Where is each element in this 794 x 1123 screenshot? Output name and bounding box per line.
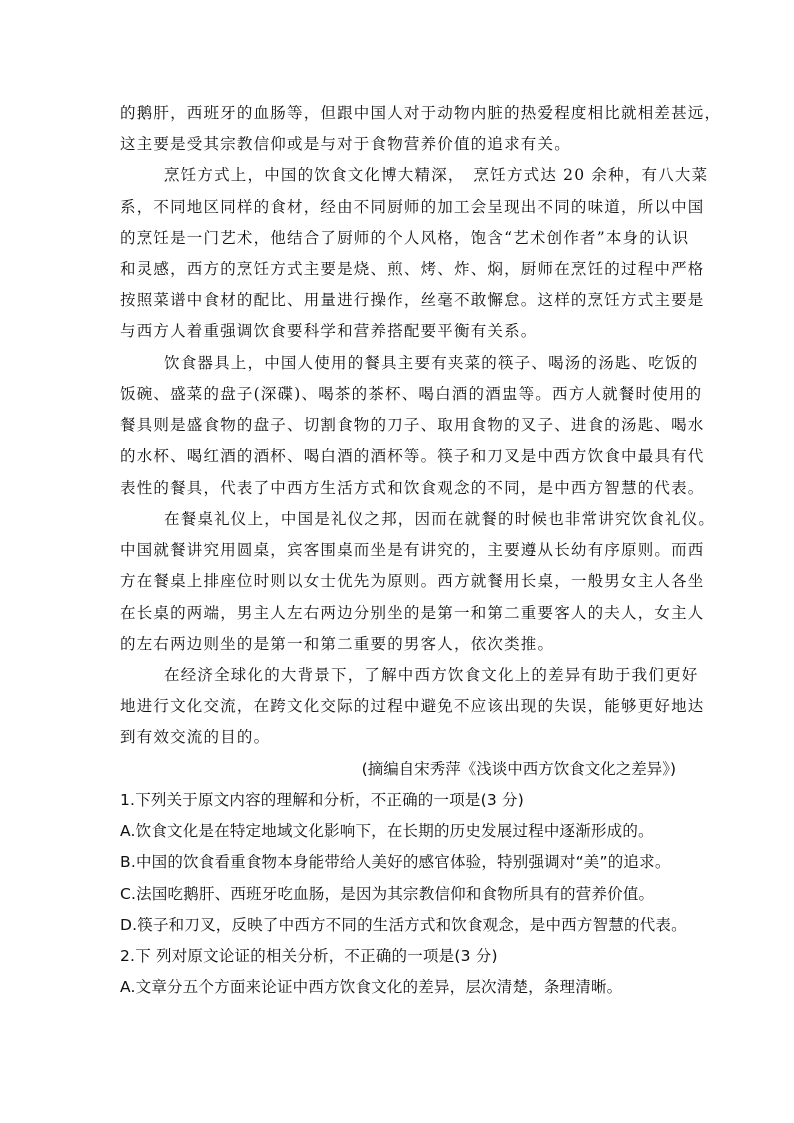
question-2-stem: 2.下 列对原文论证的相关分析，不正确的一项是(3 分): [120, 947, 498, 965]
article-line: 饮食器具上，中国人使用的餐具主要有夹菜的筷子、喝汤的汤匙、吃饭的: [164, 354, 699, 372]
article-line: 与西方人着重强调饮食要科学和营养搭配要平衡有关系。: [120, 322, 538, 340]
article-line: 方在餐桌上排座位时则以女士优先为原则。西方就餐用长桌，一般男女主人各坐: [120, 572, 705, 590]
article-line: 系，不同地区同样的食材，经由不同厨师的加工会呈现出不同的味道，所以中国: [120, 198, 705, 216]
question-1-option-b: B.中国的饮食看重食物本身能带给人美好的感官体验，特别强调对“美”的追求。: [120, 853, 671, 871]
article-line: 按照菜谱中食材的配比、用量进行操作，丝毫不敢懈怠。这样的烹饪方式主要是: [120, 291, 705, 309]
article-line: 中国就餐讲究用圆桌，宾客围桌而坐是有讲究的，主要遵从长幼有序原则。而西: [120, 541, 705, 559]
article-line: 表性的餐具，代表了中西方生活方式和饮食观念的不同，是中西方智慧的代表。: [120, 479, 705, 497]
article-line: 在经济全球化的大背景下，了解中西方饮食文化上的差异有助于我们更好: [164, 666, 699, 684]
article-line: 的烹饪是一门艺术，他结合了厨师的个人风格，饱含“艺术创作者”本身的认识: [120, 229, 690, 247]
article-line: 的左右两边则坐的是第一和第二重要的男客人，依次类推。: [120, 635, 555, 653]
question-1-option-d: D.筷子和刀叉，反映了中西方不同的生活方式和饮食观念，是中西方智慧的代表。: [120, 916, 687, 934]
question-2-option-a: A.文章分五个方面来论证中西方饮食文化的差异，层次清楚，条理清晰。: [120, 978, 623, 996]
article-line: 在餐桌礼仪上，中国是礼仪之邦，因而在就餐的时候也非常讲究饮食礼仪。: [164, 510, 716, 528]
source-citation: (摘编自宋秀萍《浅谈中西方饮食文化之差异》): [361, 760, 676, 778]
article-line: 和灵感，西方的烹饪方式主要是烧、煎、烤、炸、焖，厨师在烹饪的过程中严格: [120, 260, 705, 278]
article-line: 的水杯、喝红酒的酒杯、喝白酒的酒杯等。筷子和刀叉是中西方饮食中最具有代: [120, 447, 705, 465]
article-line: 地进行文化交流，在跨文化交际的过程中避免不应该出现的失误，能够更好地达: [120, 697, 705, 715]
article-line: 饭碗、盛菜的盘子(深碟)、喝茶的茶杯、喝白酒的酒盅等。西方人就餐时使用的: [120, 385, 703, 403]
article-line: 的鹅肝，西班牙的血肠等，但跟中国人对于动物内脏的热爱程度相比就相差甚远，: [120, 104, 722, 122]
article-line: 在长桌的两端，男主人左右两边分别坐的是第一和第二重要客人的夫人，女主人: [120, 604, 705, 622]
article-line: 烹饪方式上，中国的饮食文化博大精深， 烹饪方式达 20 余种，有八大菜: [164, 166, 709, 184]
article-line: 这主要是受其宗教信仰或是与对于食物营养价值的追求有关。: [120, 135, 571, 153]
question-1-option-c: C.法国吃鹅肝、西班牙吃血肠，是因为其宗教信仰和食物所具有的营养价值。: [120, 885, 655, 903]
article-line: 到有效交流的目的。: [120, 728, 271, 746]
article-line: 餐具则是盛食物的盘子、切割食物的刀子、取用食物的叉子、进食的汤匙、喝水: [120, 416, 705, 434]
question-1-stem: 1.下列关于原文内容的理解和分析，不正确的一项是(3 分): [120, 791, 524, 809]
question-1-option-a: A.饮食文化是在特定地域文化影响下，在长期的历史发展过程中逐渐形成的。: [120, 822, 654, 840]
